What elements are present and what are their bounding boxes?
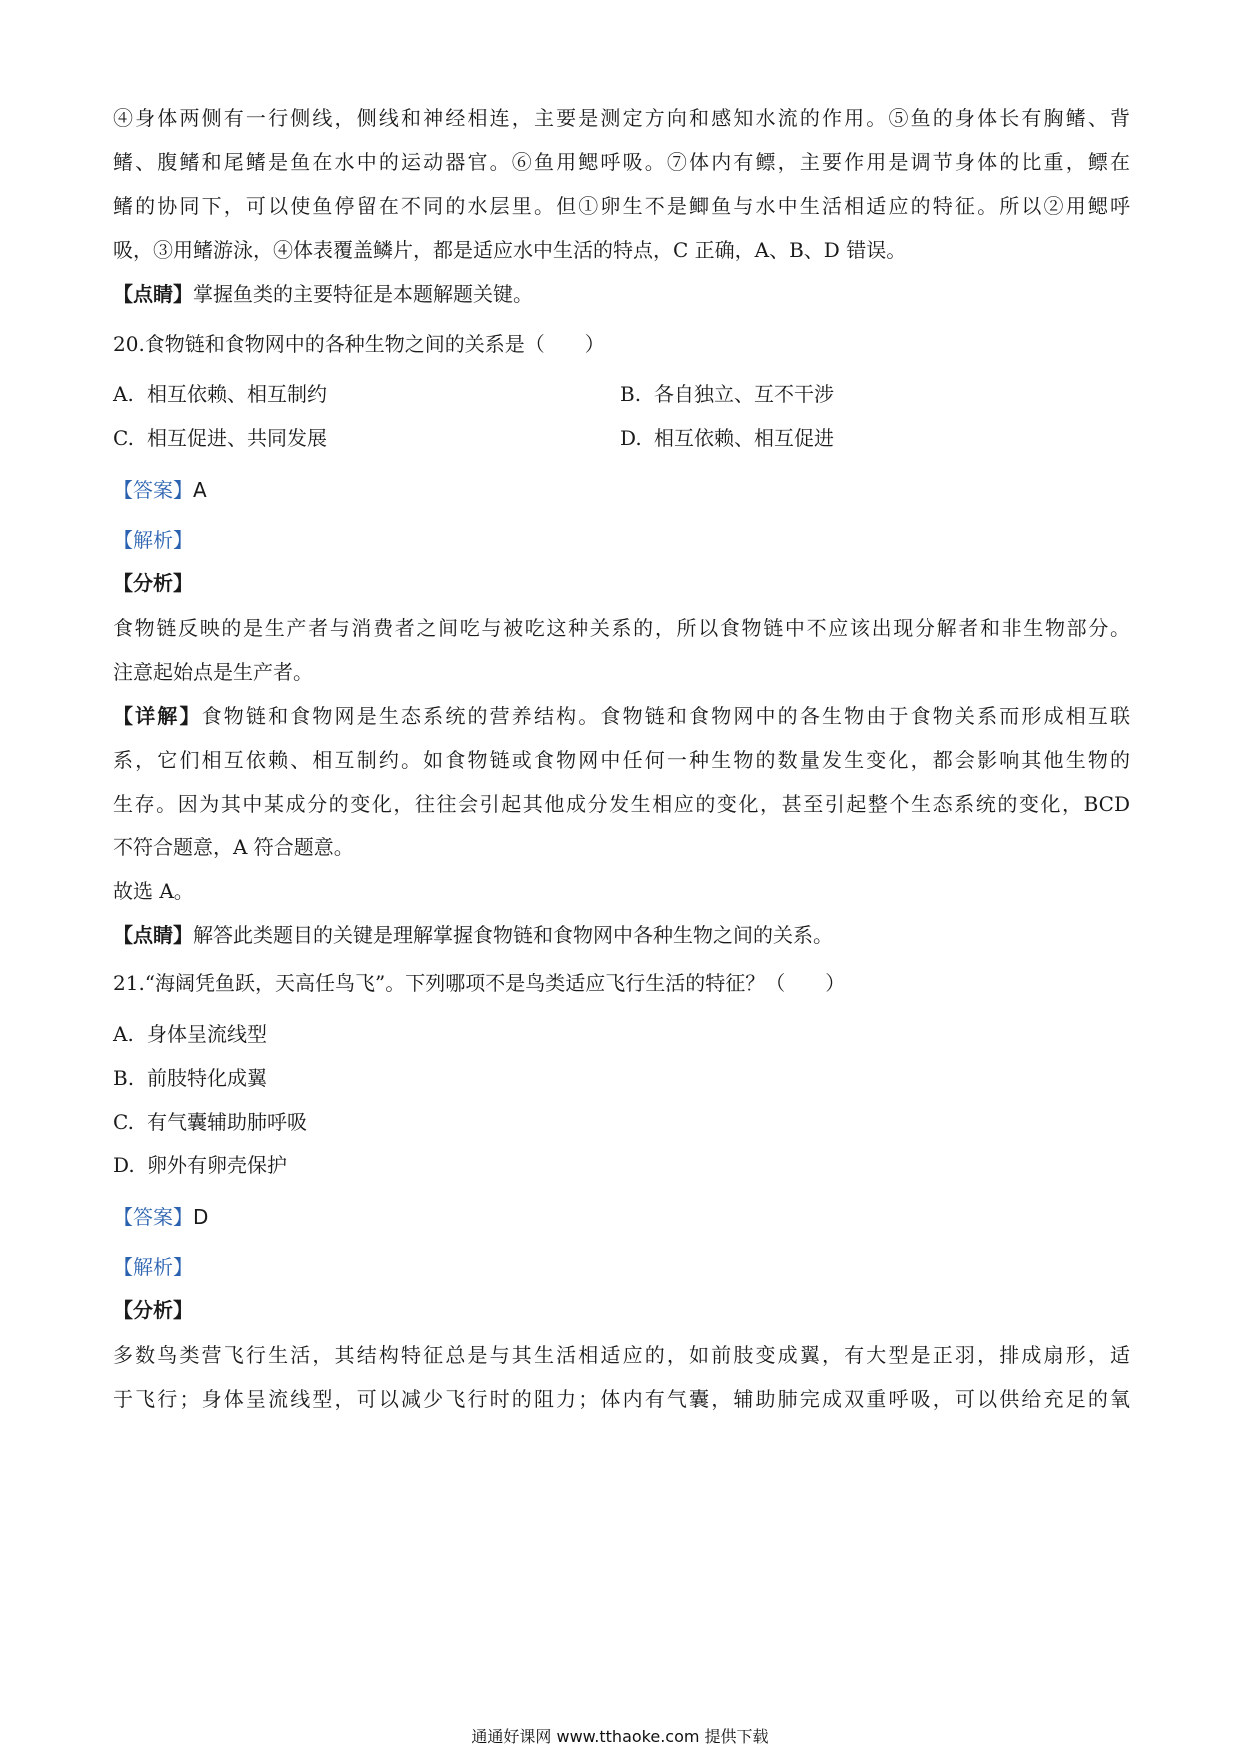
xiangjie-tag: 【详解】 xyxy=(113,704,202,728)
option-text: 身体呈流线型 xyxy=(147,1022,267,1046)
answer-tag: 【答案】 xyxy=(113,478,193,502)
option-text: 相互依赖、相互促进 xyxy=(654,426,834,450)
paragraph-line: 于飞行；身体呈流线型，可以减少飞行时的阻力；体内有气囊，辅助肺完成双重呼吸，可以供给充足的氧 xyxy=(113,1387,1130,1411)
option-text: 卵外有卵壳保护 xyxy=(147,1153,287,1177)
answer-value: D xyxy=(193,1205,209,1229)
question-20-jiexi-tag: 【解析】 xyxy=(113,528,193,552)
question-20-option-a xyxy=(113,380,327,408)
dianjing-text: 掌握鱼类的主要特征是本题解题关键。 xyxy=(193,282,533,306)
option-letter: D. xyxy=(113,1153,135,1177)
question-20-option-d xyxy=(620,424,834,452)
option-letter: A. xyxy=(113,382,134,406)
option-text: 相互依赖、相互制约 xyxy=(147,382,327,406)
option-letter: D. xyxy=(620,426,642,450)
question-21-stem: 21.“海阔凭鱼跃，天高任鸟飞”。下列哪项不是鸟类适应飞行生活的特征？（ ） xyxy=(113,971,846,995)
dianjing-tag: 【点睛】 xyxy=(113,923,193,947)
paragraph-line: 吸，③用鳍游泳，④体表覆盖鳞片，都是适应水中生活的特点，C 正确，A、B、D 错误。 xyxy=(113,238,907,262)
option-text: 相互促进、共同发展 xyxy=(147,426,327,450)
paragraph-line: 系，它们相互依赖、相互制约。如食物链或食物网中任何一种生物的数量发生变化，都会影响其他生物的 xyxy=(113,748,1130,772)
question-21-option-c xyxy=(113,1108,307,1136)
option-letter: B. xyxy=(620,382,642,406)
question-20-dianjing xyxy=(113,921,833,949)
question-20-conclusion: 故选 A。 xyxy=(113,879,194,903)
option-letter: C. xyxy=(113,426,134,450)
question-21-option-a xyxy=(113,1020,267,1048)
question-21-jiexi-tag: 【解析】 xyxy=(113,1255,193,1279)
paragraph-line: 多数鸟类营飞行生活，其结构特征总是与其生活相适应的，如前肢变成翼，有大型是正羽，排成扇形，适 xyxy=(113,1343,1130,1367)
paragraph-line: ④身体两侧有一行侧线，侧线和神经相连，主要是测定方向和感知水流的作用。⑤鱼的身体长有胸鳍、背 xyxy=(113,106,1130,130)
paragraph-line: 鳍、腹鳍和尾鳍是鱼在水中的运动器官。⑥鱼用鳃呼吸。⑦体内有鳔，主要作用是调节身体的比重，鳔在 xyxy=(113,150,1130,174)
question-21-option-b xyxy=(113,1064,267,1092)
page-footer: 通通好课网 www.tthaoke.com 提供下载 xyxy=(471,1727,769,1746)
dianjing-text: 解答此类题目的关键是理解掌握食物链和食物网中各种生物之间的关系。 xyxy=(193,923,833,947)
option-text: 有气囊辅助肺呼吸 xyxy=(147,1110,307,1134)
question-20-option-c xyxy=(113,424,327,452)
question-20-answer xyxy=(113,476,207,504)
paragraph-line: 不符合题意，A 符合题意。 xyxy=(113,835,354,859)
option-text: 各自独立、互不干涉 xyxy=(654,382,834,406)
dianjing-tag: 【点睛】 xyxy=(113,282,193,306)
option-letter: B. xyxy=(113,1066,135,1090)
question-20-stem: 20.食物链和食物网中的各种生物之间的关系是（ ） xyxy=(113,332,605,356)
question-20-option-b xyxy=(620,380,834,408)
option-letter: C. xyxy=(113,1110,134,1134)
paragraph-line: 生存。因为其中某成分的变化，往往会引起其他成分发生相应的变化，甚至引起整个生态系统的变化，BCD xyxy=(113,792,1130,816)
dianjing-section xyxy=(113,280,533,308)
question-20-xiangjie-line xyxy=(113,702,1130,730)
answer-tag: 【答案】 xyxy=(113,1205,193,1229)
option-letter: A. xyxy=(113,1022,134,1046)
question-21-option-d xyxy=(113,1151,287,1179)
question-21-fenxi-tag: 【分析】 xyxy=(113,1298,193,1322)
question-21-answer xyxy=(113,1203,208,1231)
paragraph-line: 鳍的协同下，可以使鱼停留在不同的水层里。但①卵生不是鲫鱼与水中生活相适应的特征。所以②用鳃呼 xyxy=(113,194,1130,218)
xiangjie-text: 食物链和食物网是生态系统的营养结构。食物链和食物网中的各生物由于食物关系而形成相互联 xyxy=(201,704,1131,728)
paragraph-line: 食物链反映的是生产者与消费者之间吃与被吃这种关系的，所以食物链中不应该出现分解者和非生物部分。 xyxy=(113,616,1130,640)
question-20-fenxi-tag: 【分析】 xyxy=(113,571,193,595)
option-text: 前肢特化成翼 xyxy=(147,1066,267,1090)
paragraph-line: 注意起始点是生产者。 xyxy=(113,660,313,684)
answer-value: A xyxy=(193,478,207,502)
